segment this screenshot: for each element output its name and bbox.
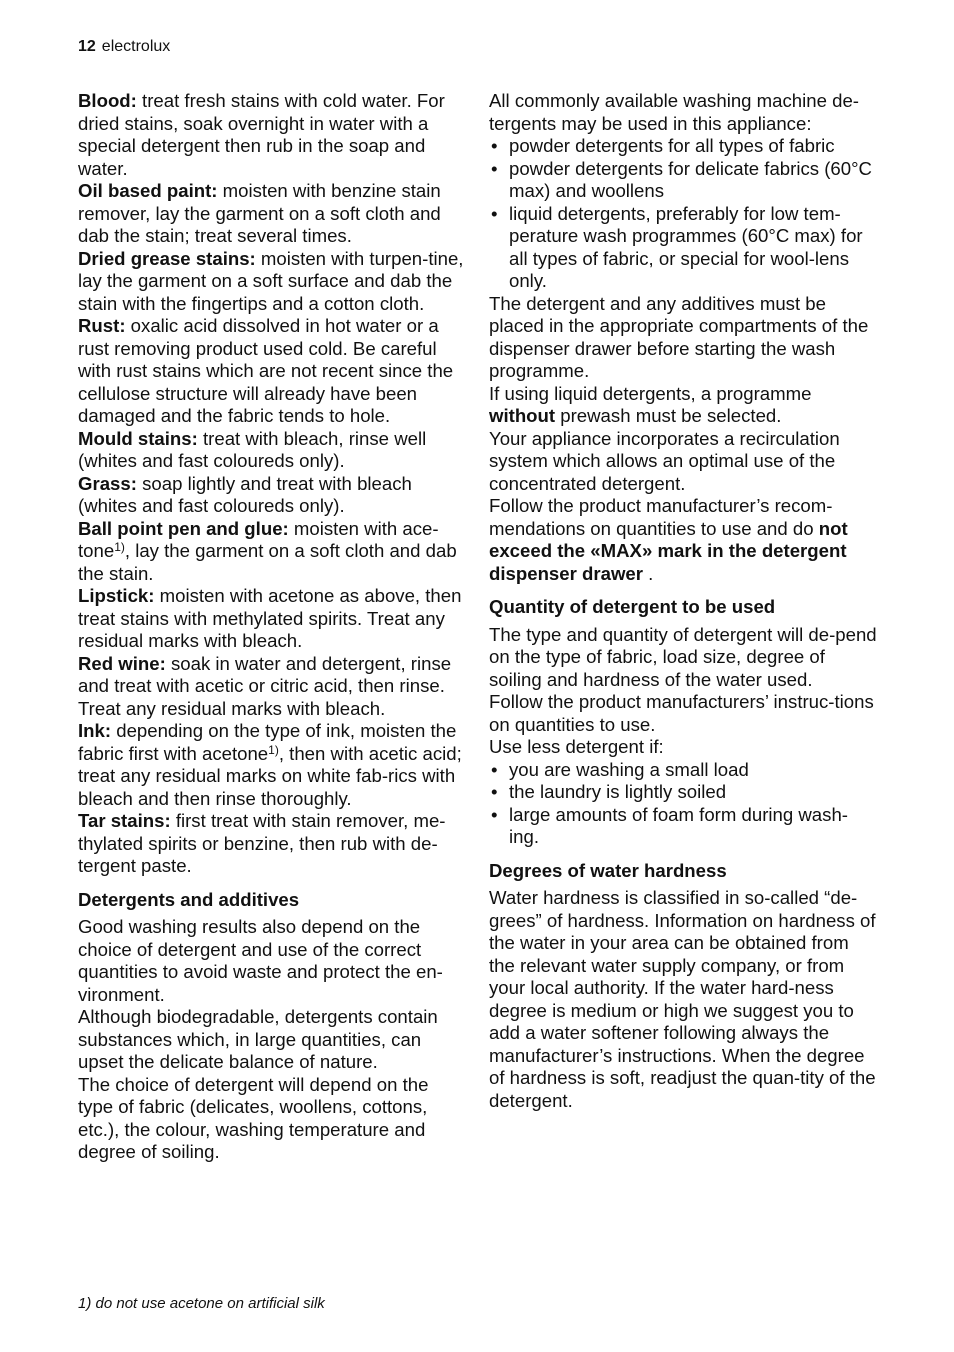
stain-text: oxalic acid dissolved in hot water or a rust removing product used cold. Be careful with rust stains which are not recent since the cellulose structure will already have been damaged and the fabric tends to hole. <box>78 315 454 426</box>
stain-label: Mould stains: <box>78 427 198 449</box>
stain-text: treat fresh stains with cold water. For dried stains, soak overnight in water with a special detergent then rub in the soap and water. <box>78 90 445 179</box>
section-heading-hardness: Degrees of water hardness <box>489 859 727 881</box>
paragraph: Although biodegradable, detergents contain substances which, in large quantities, can upset the delicate balance of nature. <box>78 1006 438 1072</box>
stain-item-red-wine <box>78 653 466 721</box>
paragraph: All commonly available washing machine de-tergents may be used in this appliance: <box>489 90 859 134</box>
stain-item-oil-paint <box>78 180 466 248</box>
stain-label: Red wine: <box>78 652 166 674</box>
stain-item-grease <box>78 248 466 316</box>
detergent-type-list <box>489 135 877 293</box>
list-item: • the laundry is lightly soiled <box>489 781 877 804</box>
stain-label: Lipstick: <box>78 585 155 606</box>
section-heading-quantity: Quantity of detergent to be used <box>489 596 776 617</box>
list-item: • liquid detergents, preferably for low tem-perature wash programmes (60°C max) for all types of fabric, or special for wool-lens only. <box>489 203 877 293</box>
stain-item-rust <box>78 315 466 428</box>
text-run: . <box>642 562 654 584</box>
list-item: • you are washing a small load <box>489 759 877 782</box>
stain-item-blood <box>78 90 466 180</box>
stain-label: Blood: <box>78 90 137 111</box>
stain-text: moisten with ace-tone <box>78 517 439 561</box>
paragraph: The detergent and any additives must be placed in the appropriate compartments of the dispenser drawer before starting the wash programme. <box>489 292 869 381</box>
stain-list <box>78 90 466 878</box>
brand-name: electrolux <box>101 38 171 55</box>
paragraph: Use less detergent if: <box>489 736 664 757</box>
stain-text: moisten with benzine stain remover, lay the garment on a soft cloth and dab the stain; treat several times. <box>78 180 441 246</box>
paragraph: Follow the product manufacturers’ instruc-tions on quantities to use. <box>489 691 874 735</box>
stain-label: Dried grease stains: <box>78 247 256 269</box>
paragraph: Good washing results also depend on the choice of detergent and use of the correct quantities to avoid waste and protect the en-vironment. <box>78 916 443 1005</box>
text-run: If using liquid detergents, a programme <box>489 382 812 404</box>
stain-label: Rust: <box>78 315 126 336</box>
stain-item-grass <box>78 473 466 518</box>
right-column <box>489 90 877 1112</box>
paragraph-follow <box>489 495 877 585</box>
stain-label: Oil based paint: <box>78 180 218 201</box>
stain-text-after: , lay the garment on a soft cloth and dab the stain. <box>78 540 457 584</box>
page-number: 12 <box>78 38 96 55</box>
stain-text: treat with bleach, rinse well (whites and fast coloureds only). <box>78 427 427 471</box>
emphasis: without <box>489 405 556 426</box>
stain-label: Tar stains: <box>78 810 171 831</box>
stain-item-pen-glue <box>78 518 466 586</box>
emphasis: not exceed the «MAX» mark in the detergent dispenser drawer <box>489 517 848 584</box>
paragraph: Your appliance incorporates a recirculation system which allows an optimal use of the concentrated detergent. <box>489 427 840 494</box>
stain-label: Grass: <box>78 472 137 494</box>
stain-text: soak in water and detergent, rinse and treat with acetic or citric acid, then rinse. Treat any residual marks with bleach. <box>78 652 452 719</box>
stain-label: Ball point pen and glue: <box>78 517 289 539</box>
paragraph: The type and quantity of detergent will de-pend on the type of fabric, load size, degree of soiling and hardness of the water used. <box>489 623 877 690</box>
stain-text-after: , then with acetic acid; treat any residual marks on white fab-rics with bleach and then rinse thoroughly. <box>78 742 462 809</box>
stain-text: first treat with stain remover, me-thylated spirits or benzine, then rub with de-tergent paste. <box>78 810 446 876</box>
stain-text: moisten with acetone as above, then treat stains with methylated spirits. Treat any residual marks with bleach. <box>78 585 462 651</box>
list-item: • powder detergents for delicate fabrics (60°C max) and woollens <box>489 158 877 203</box>
page-header <box>78 37 170 57</box>
stain-text: depending on the type of ink, moisten the fabric first with acetone <box>78 720 457 764</box>
section-heading-detergents: Detergents and additives <box>78 888 300 910</box>
footnote: 1) do not use acetone on artificial silk <box>78 1295 325 1312</box>
less-detergent-list <box>489 759 877 849</box>
stain-text: soap lightly and treat with bleach (whites and fast coloureds only). <box>78 472 412 516</box>
stain-item-ink <box>78 720 466 810</box>
stain-item-tar <box>78 810 466 878</box>
text-run: Follow the product manufacturer’s recom-mendations on quantities to use and do <box>489 495 833 539</box>
left-column <box>78 90 466 1164</box>
stain-item-mould <box>78 428 466 473</box>
list-item: • large amounts of foam form during wash-ing. <box>489 804 877 849</box>
footnote-ref: 1) <box>268 742 279 757</box>
paragraph-liquid <box>489 383 877 428</box>
footnote-ref: 1) <box>114 540 125 554</box>
stain-label: Ink: <box>78 720 112 741</box>
paragraph: Water hardness is classified in so-called “de-grees” of hardness. Information on hardness of the water in your area can be obtained from the relevant water supply company, or from your local authority. If the water hard-ness degree is medium or high we suggest you to add a water softener following always the manufacturer’s instructions. When the degree of hardness is soft, readjust the quan-tity of the detergent. <box>489 887 876 1111</box>
stain-item-lipstick <box>78 585 466 653</box>
list-item: • powder detergents for all types of fabric <box>489 135 877 158</box>
text-run: prewash must be selected. <box>555 405 782 426</box>
paragraph: The choice of detergent will depend on the type of fabric (delicates, woollens, cottons, etc.), the colour, washing temperature and degree of soiling. <box>78 1073 429 1162</box>
stain-text: moisten with turpen-tine, lay the garment on a soft surface and dab the stain with the fingertips and a cotton cloth. <box>78 247 464 314</box>
